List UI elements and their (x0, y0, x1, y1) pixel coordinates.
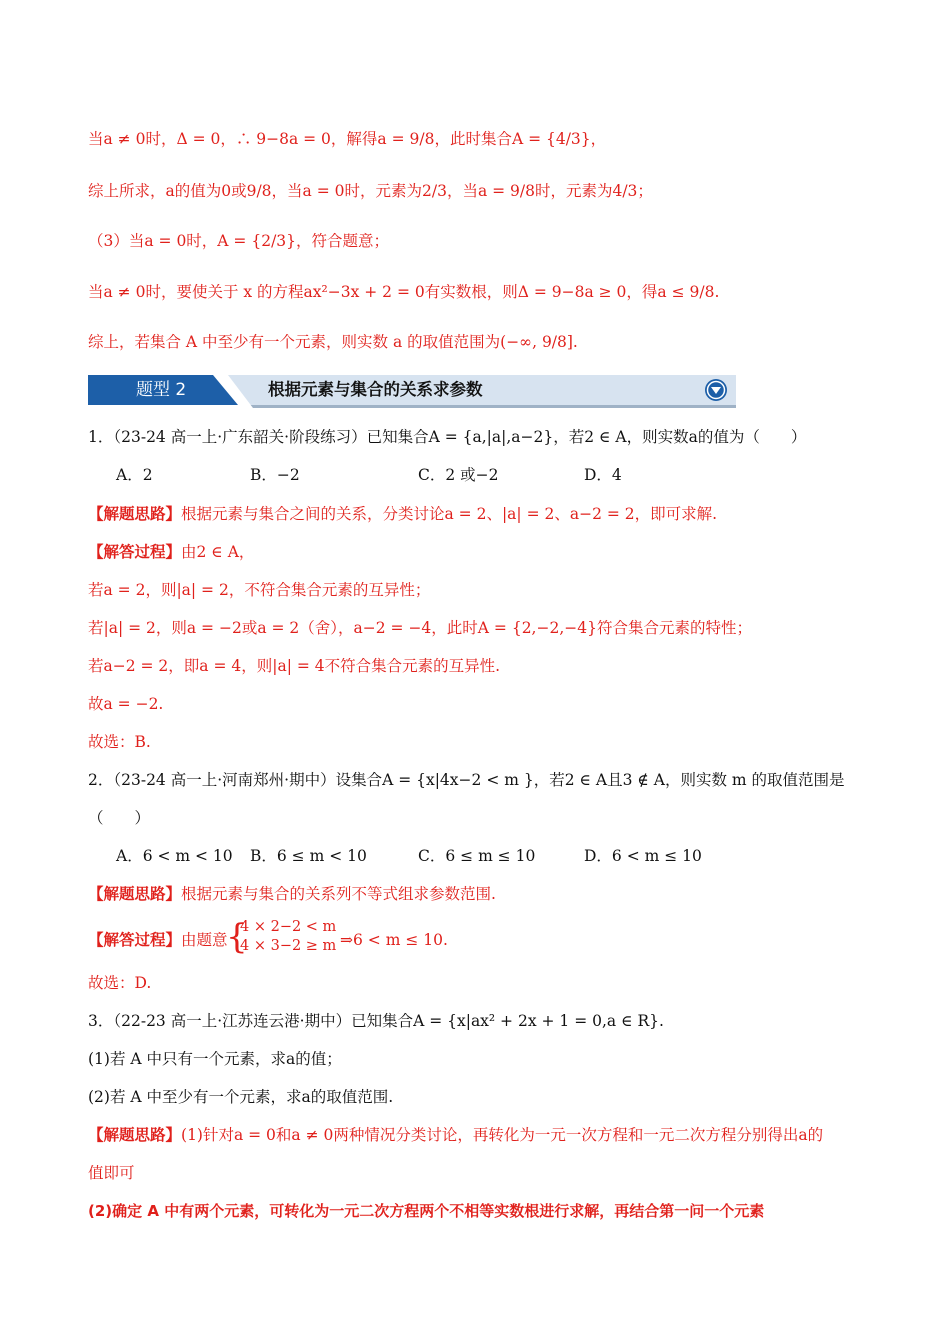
process-tag: 【解答过程】 (88, 931, 182, 949)
q1-process-text: 由2 ∈ A， (181, 543, 255, 561)
chevron-down-circle-icon[interactable] (704, 378, 728, 402)
q1-option-b: B．−2 (250, 466, 300, 484)
q2-option-b: B．6 ≤ m < 10 (250, 847, 367, 865)
prev-line-4: 当a ≠ 0时，要使关于 x 的方程ax²−3x + 2 = 0有实数根，则Δ = 9−8a ≥ 0，得a ≤ 9/8. (88, 283, 720, 301)
system-brace: { (226, 917, 248, 957)
thinking-tag: 【解题思路】 (88, 505, 182, 523)
prev-line-2: 综上所求，a的值为0或9/8，当a = 0时，元素为2/3，当a = 9/8时，元素为4/3； (88, 182, 653, 200)
q3-thinking-2: 值即可 (88, 1164, 135, 1182)
q3-thinking-3: (2)确定 A 中有两个元素，可转化为一元二次方程两个不相等实数根进行求解，再结合第一问一个元素 (88, 1202, 765, 1220)
q1-step-4: 故a = −2. (88, 695, 164, 713)
q1-stem: 1．（23-24 高一上·广东韶关·阶段练习）已知集合A = {a,|a|,a−2}，若2 ∈ A，则实数a的值为（ ） (88, 428, 807, 446)
prev-line-1: 当a ≠ 0时，Δ = 0，∴ 9−8a = 0，解得a = 9/8，此时集合A = {4/3}， (88, 130, 607, 148)
q3-thinking (88, 1124, 823, 1146)
q1-option-d: D．4 (584, 466, 622, 484)
banner-title: 根据元素与集合的关系求参数 (268, 380, 483, 399)
q3-part-1: (1)若 A 中只有一个元素，求a的值； (88, 1050, 342, 1068)
section-banner (88, 372, 736, 408)
q1-option-a: A．2 (116, 466, 153, 484)
q1-thinking-text: 根据元素与集合之间的关系，分类讨论a = 2、|a| = 2、a−2 = 2，即可求解. (181, 505, 718, 523)
inequality-system (240, 918, 336, 956)
q2-stem: 2．（23-24 高一上·河南郑州·期中）设集合A = {x|4x−2 < m }，若2 ∈ A且3 ∉ A，则实数 m 的取值范围是 (88, 771, 845, 789)
q1-option-c: C．2 或−2 (418, 466, 499, 484)
thinking-tag: 【解题思路】 (88, 1126, 182, 1144)
prev-line-5: 综上，若集合 A 中至少有一个元素，则实数 a 的取值范围为(−∞, 9/8]. (88, 333, 578, 351)
q3-part-2: (2)若 A 中至少有一个元素，求a的取值范围. (88, 1088, 394, 1106)
q1-thinking (88, 503, 717, 525)
prev-line-3: （3）当a = 0时，A = {2/3}，符合题意； (88, 232, 390, 250)
q2-option-c: C．6 ≤ m ≤ 10 (418, 847, 536, 865)
q2-process-prefix: 由题意 (181, 931, 228, 949)
q1-step-3: 若a−2 = 2，即a = 4，则|a| = 4不符合集合元素的互异性. (88, 657, 501, 675)
q1-step-1: 若a = 2，则|a| = 2，不符合集合元素的互异性； (88, 581, 431, 599)
inequality-1: 4 × 2−2 < m (240, 919, 337, 935)
q1-process (88, 541, 254, 563)
q2-process (88, 929, 228, 951)
q2-stem-bracket: （ ） (88, 809, 151, 827)
q2-thinking (88, 883, 496, 905)
thinking-tag: 【解题思路】 (88, 885, 182, 903)
q3-stem: 3．（22-23 高一上·江苏连云港·期中）已知集合A = {x|ax² + 2x + 1 = 0,a ∈ R}. (88, 1012, 664, 1030)
q2-answer: 故选：D. (88, 974, 152, 992)
q2-process-result: ⇒6 < m ≤ 10. (340, 931, 448, 949)
q2-thinking-text: 根据元素与集合的关系列不等式组求参数范围. (181, 885, 496, 903)
q1-answer: 故选：B. (88, 733, 151, 751)
banner-type-label: 题型 2 (136, 380, 187, 400)
inequality-2: 4 × 3−2 ≥ m (240, 938, 337, 954)
q3-thinking-text-1: (1)针对a = 0和a ≠ 0两种情况分类讨论，再转化为一元一次方程和一元二次方程分别得出a的 (181, 1126, 824, 1144)
q1-step-2: 若|a| = 2，则a = −2或a = 2（舍），a−2 = −4，此时A = {2,−2,−4}符合集合元素的特性； (88, 619, 752, 637)
q2-option-d: D．6 < m ≤ 10 (584, 847, 702, 865)
q2-option-a: A．6 < m < 10 (116, 847, 233, 865)
process-tag: 【解答过程】 (88, 543, 182, 561)
